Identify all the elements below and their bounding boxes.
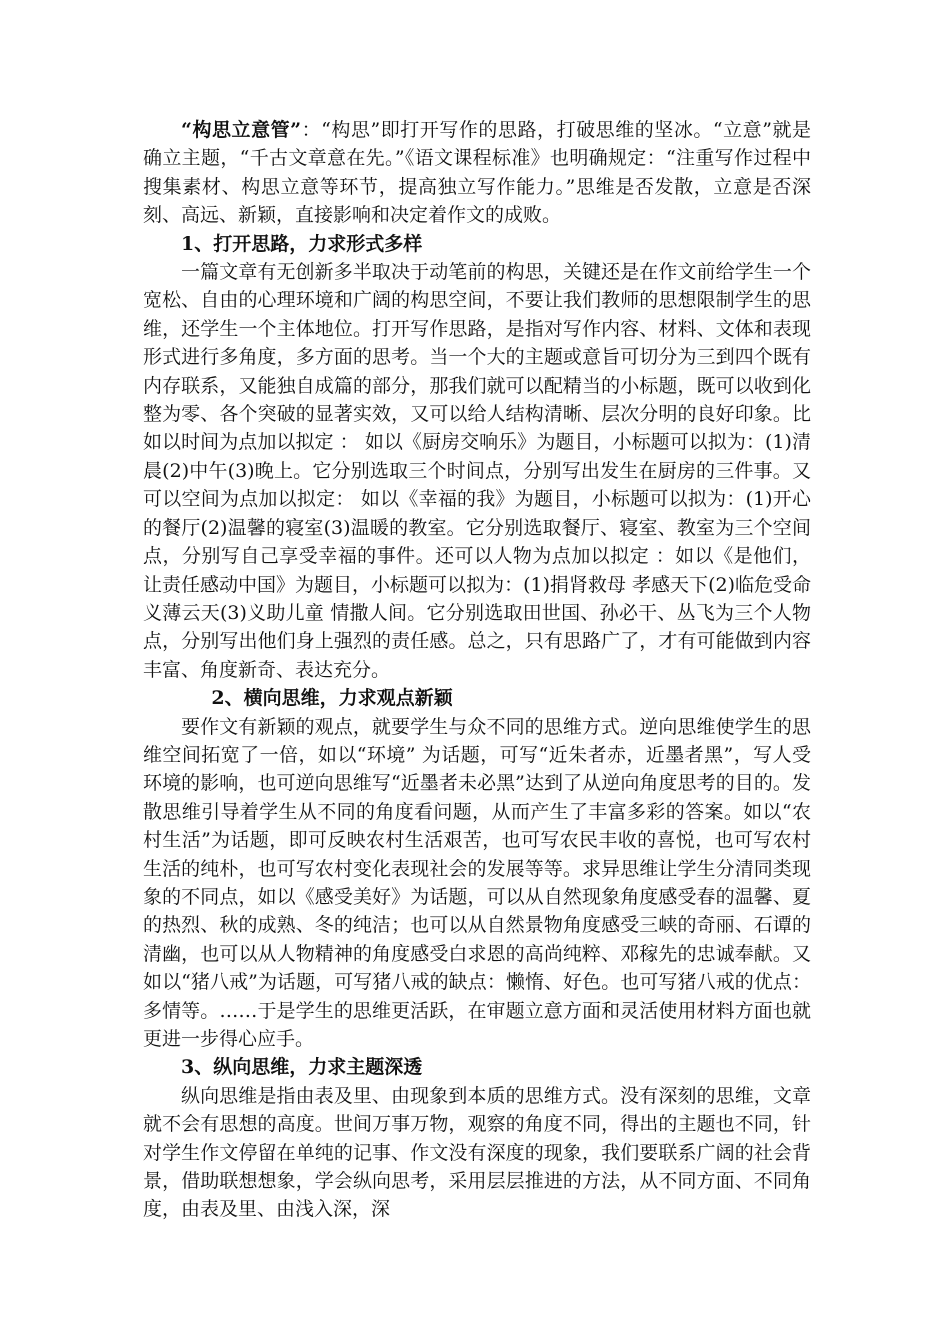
section-3-heading: 3、纵向思维，力求主题深透 bbox=[181, 1056, 423, 1079]
section-3-body: 纵向思维是指由表及里、由现象到本质的思维方式。没有深刻的思维，文章就不会有思想的高度。世间万事万物，观察的角度不同，得出的主题也不同，针对学生作文停留在单纯的记事、作文没有深度的现象，我们要联系广阔的社会背景，借助联想想象，学会纵向思考，采用层层推进的方法，从不同方面、不同角度，由表及里、由浅入深，深 bbox=[143, 1084, 811, 1221]
intro-paragraph bbox=[143, 116, 811, 230]
section-2-body: 要作文有新颖的观点，就要学生与众不同的思维方式。逆向思维使学生的思维空间拓宽了一倍，如以“环境” 为话题，可写“近朱者赤，近墨者黑”，写人受环境的影响，也可逆向思维写“近墨者未必黑”达到了从逆向角度思考的目的。发散思维引导着学生从不同的角度看问题，从而产生了丰富多彩的答案。如以“农村生活”为话题，即可反映农村生活艰苦，也可写农民丰收的喜悦，也可写农村生活的纯朴，也可写农村变化表现社会的发展等等。求异思维让学生分清同类现象的不同点，如以《感受美好》为话题，可以从自然现象角度感受春的温馨、夏的热烈、秋的成熟、冬的纯洁；也可以从自然景物角度感受三峡的奇丽、石谭的清幽，也可以从人物精神的角度感受白求恩的高尚纯粹、邓稼先的忠诚奉献。又如以“猪八戒”为话题，可写猪八戒的缺点：懒惰、好色。也可写猪八戒的优点：多情等。……于是学生的思维更活跃，在审题立意方面和灵活使用材料方面也就更进一步得心应手。 bbox=[143, 715, 811, 1050]
section-1-heading: 1、打开思路，力求形式多样 bbox=[181, 232, 423, 255]
section-1-body: 一篇文章有无创新多半取决于动笔前的构思，关键还是在作文前给学生一个宽松、自由的心理环境和广阔的构思空间，不要让我们教师的思想限制学生的思维，还学生一个主体地位。打开写作思路，是指对写作内容、材料、文体和表现形式进行多角度，多方面的思考。当一个大的主题或意旨可切分为三到四个既有内存联系，又能独自成篇的部分，那我们就可以配精当的小标题，既可以收到化整为零、各个突破的显著实效，又可以给人结构清晰、层次分明的良好印象。比如以时间为点加以拟定 ： 如以《厨房交响乐》为题目，小标题可以拟为：(1)清晨(2)中午(3)晚上。它分别选取三个时间点，分别写出发生在厨房的三件事。又可以空间为点加以拟定： 如以《幸福的我》为题目，小标题可以拟为：(1)开心的餐厅(2)温馨的寝室(3)温暖的教室。它分别选取餐厅、寝室、教室为三个空间点，分别写自己享受幸福的事件。还可以人物为点加以拟定 ：如以《是他们，让责任感动中国》为题目，小标题可以拟为：(1)捐肾救母 孝感天下(2)临危受命 义薄云天(3)义助儿童 情撒人间。它分别选取田世国、孙必干、丛飞为三个人物点，分别写出他们身上强烈的责任感。总之，只有思路广了，才有可能做到内容丰富、角度新奇、表达充分。 bbox=[143, 261, 811, 681]
intro-lead-term: “构思立意管” bbox=[181, 119, 302, 141]
intro-text: ：“构思”即打开写作的思路，打破思维的坚冰。“立意”就是确立主题，“千古文章意在先。”《语文课程标准》也明确规定：“注重写作过程中搜集素材、构思立意等环节，提高独立写作能力。”思维是否发散，立意是否深刻、高远、新颖，直接影响和决定着作文的成败。 bbox=[143, 119, 812, 227]
document-page bbox=[143, 116, 811, 1224]
section-2-heading: 2、横向思维，力求观点新颖 bbox=[211, 687, 453, 710]
